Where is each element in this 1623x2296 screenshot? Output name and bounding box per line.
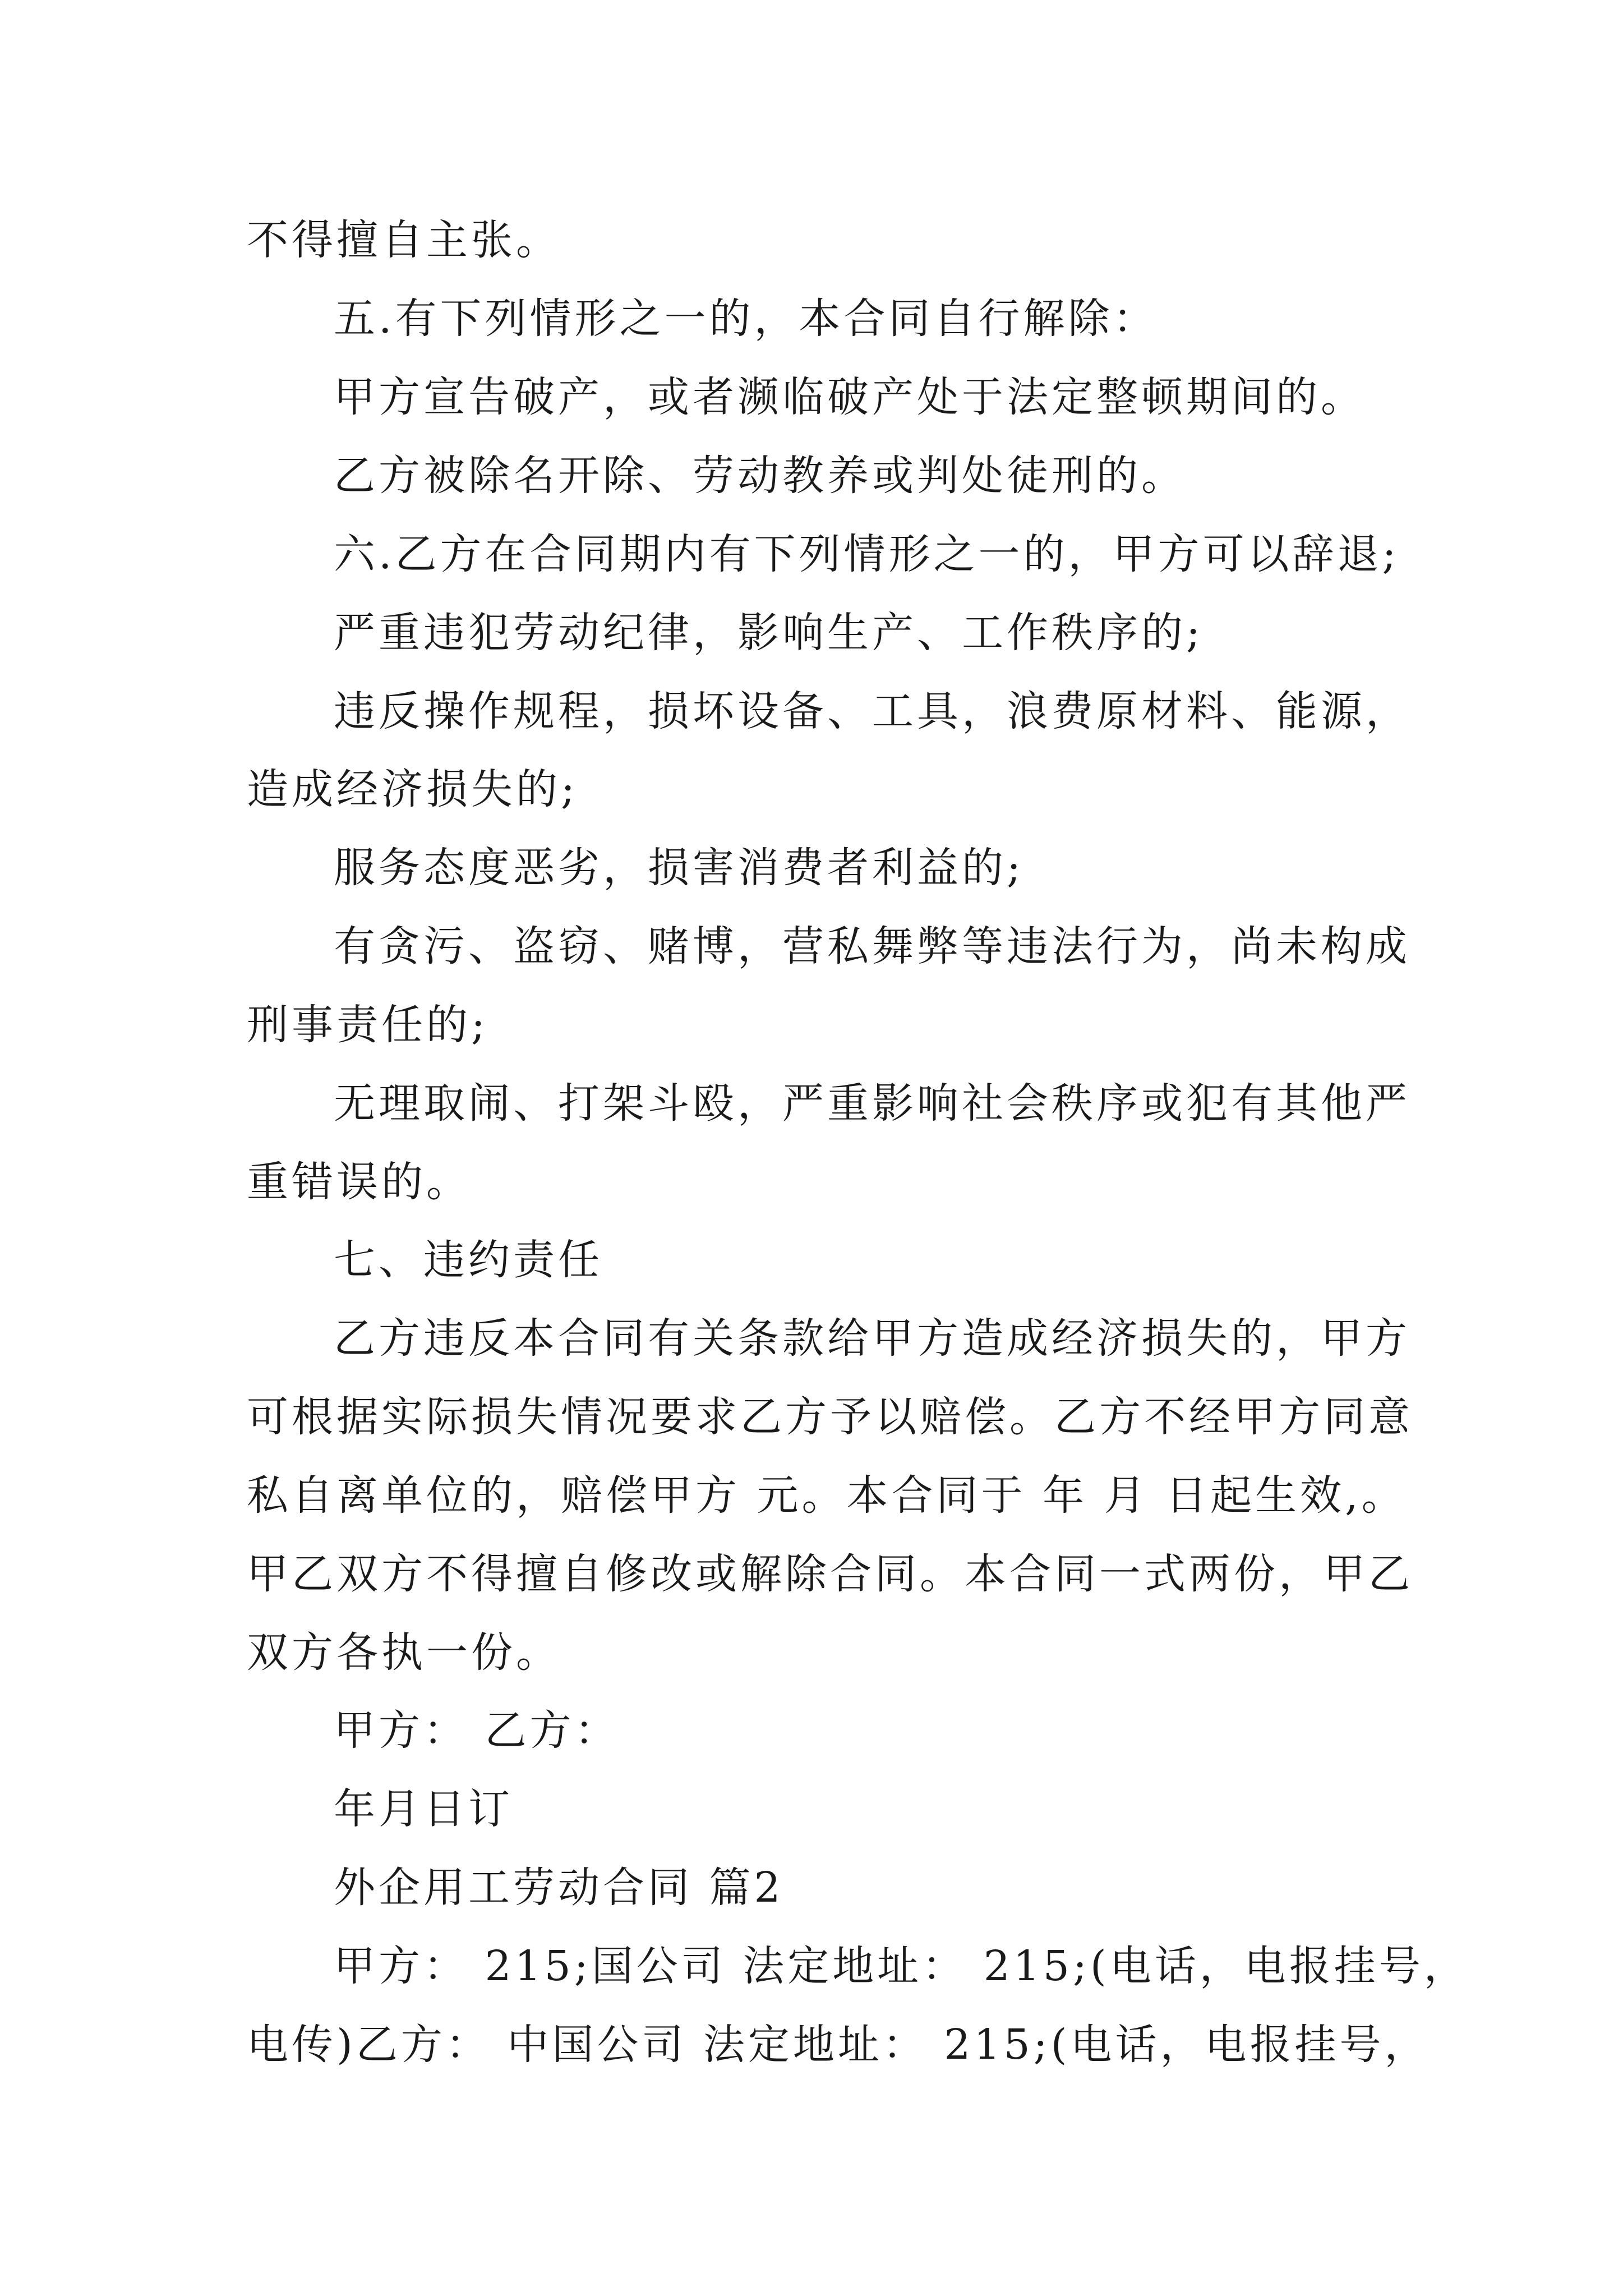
text-line: 私自离单位的，赔偿甲方 元。本合同于 年 月 日起生效,。 — [247, 1471, 1407, 1520]
text-line: 乙方违反本合同有关条款给甲方造成经济损失的，甲方 — [334, 1314, 1410, 1363]
clause-heading: 五.有下列情形之一的，本合同自行解除： — [334, 295, 1158, 343]
text-line: 有贪污、盗窃、赌博，营私舞弊等违法行为，尚未构成 — [334, 922, 1410, 970]
text-line: 电传)乙方： 中国公司 法定地址： 215;(电话，电报挂号， — [247, 2021, 1430, 2069]
text-line: 甲方： 215;国公司 法定地址： 215;(电话，电报挂号， — [334, 1942, 1469, 1990]
text-line: 刑事责任的; — [247, 1001, 488, 1049]
signature-line: 甲方： 乙方： — [334, 1706, 620, 1755]
text-line: 可根据实际损失情况要求乙方予以赔偿。乙方不经甲方同意 — [247, 1393, 1413, 1441]
date-line: 年月日订 — [334, 1785, 513, 1833]
text-line: 无理取闹、打架斗殴，严重影响社会秩序或犯有其他严 — [334, 1079, 1410, 1128]
text-line: 违反操作规程，损坏设备、工具，浪费原材料、能源， — [334, 687, 1410, 735]
text-line: 甲方宣告破产，或者濒临破产处于法定整顿期间的。 — [334, 373, 1366, 421]
text-line: 严重违犯劳动纪律，影响生产、工作秩序的; — [334, 609, 1204, 657]
clause-heading: 六.乙方在合同期内有下列情形之一的，甲方可以辞退; — [334, 530, 1400, 578]
clause-heading: 七、违约责任 — [334, 1236, 603, 1284]
section-title: 外企用工劳动合同 篇2 — [334, 1864, 784, 1912]
text-line: 甲乙双方不得擅自修改或解除合同。本合同一式两份，甲乙 — [247, 1550, 1413, 1598]
text-line: 乙方被除名开除、劳动教养或判处徒刑的。 — [334, 452, 1186, 500]
text-line: 造成经济损失的; — [247, 765, 578, 813]
text-line: 重错误的。 — [247, 1158, 471, 1206]
text-line: 双方各执一份。 — [247, 1628, 561, 1677]
text-line: 不得擅自主张。 — [247, 216, 561, 264]
text-line: 服务态度恶劣，损害消费者利益的; — [334, 844, 1024, 892]
